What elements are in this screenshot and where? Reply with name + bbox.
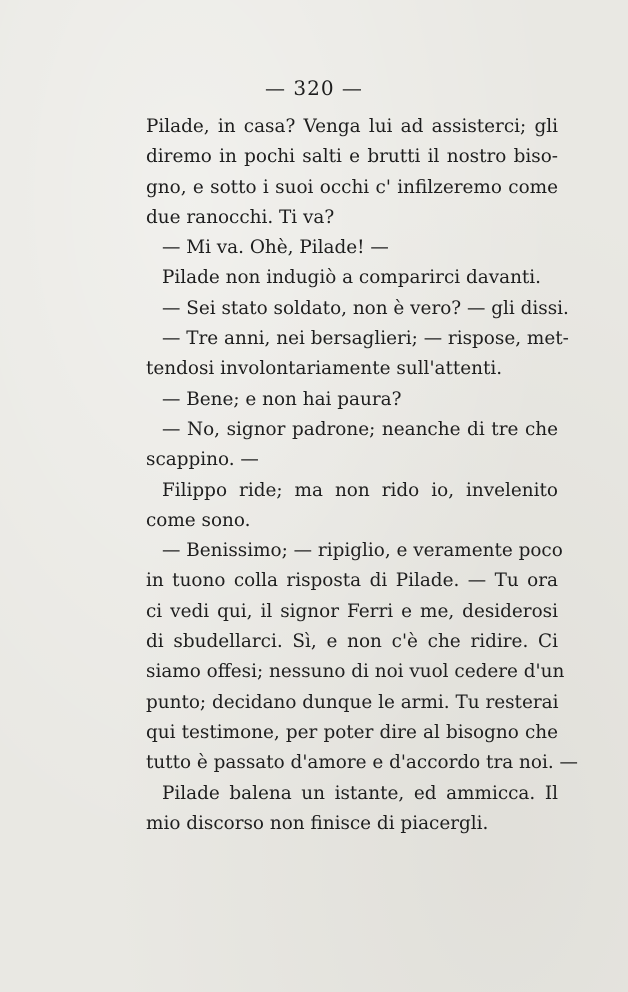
- text-line: mio discorso non finisce di piacergli.: [146, 812, 489, 834]
- text-line: — Benissimo; — ripiglio, e veramente poco: [162, 540, 563, 562]
- text-line: — Bene; e non hai paura?: [162, 388, 402, 410]
- text-line: due ranocchi. Ti va?: [146, 206, 335, 228]
- body-text: [146, 112, 578, 839]
- text-line: — Mi va. Ohè, Pilade! —: [162, 237, 389, 259]
- text-line: diremo in pochi salti e brutti il nostro biso-: [146, 146, 558, 168]
- text-line: ci vedi qui, il signor Ferri e me, desiderosi: [146, 600, 558, 622]
- text-line: in tuono colla risposta di Pilade. — Tu ora: [146, 570, 558, 592]
- text-line: tutto è passato d'amore e d'accordo tra noi. —: [146, 752, 578, 774]
- page-number: — 320 —: [265, 76, 363, 100]
- text-line: di sbudellarci. Sì, e non c'è che ridire. Ci: [146, 631, 558, 653]
- text-line: scappino. —: [146, 449, 259, 471]
- text-line: tendosi involontariamente sull'attenti.: [146, 358, 503, 380]
- text-line: Filippo ride; ma non rido io, invelenito: [162, 479, 558, 501]
- text-line: — Tre anni, nei bersaglieri; — rispose, met-: [162, 328, 569, 350]
- text-line: Pilade balena un istante, ed ammicca. Il: [162, 782, 558, 804]
- text-line: gno, e sotto i suoi occhi c' infilzeremo come: [146, 176, 558, 198]
- text-line: — No, signor padrone; neanche di tre che: [162, 418, 558, 440]
- text-line: — Sei stato soldato, non è vero? — gli dissi.: [162, 297, 569, 319]
- text-line: qui testimone, per poter dire al bisogno che: [146, 721, 558, 743]
- text-line: punto; decidano dunque le armi. Tu resterai: [146, 691, 559, 713]
- text-line: come sono.: [146, 509, 251, 531]
- text-line: Pilade non indugiò a comparirci davanti.: [162, 267, 542, 289]
- text-line: Pilade, in casa? Venga lui ad assisterci; gli: [146, 116, 558, 137]
- text-line: siamo offesi; nessuno di noi vuol cedere d'un: [146, 661, 565, 683]
